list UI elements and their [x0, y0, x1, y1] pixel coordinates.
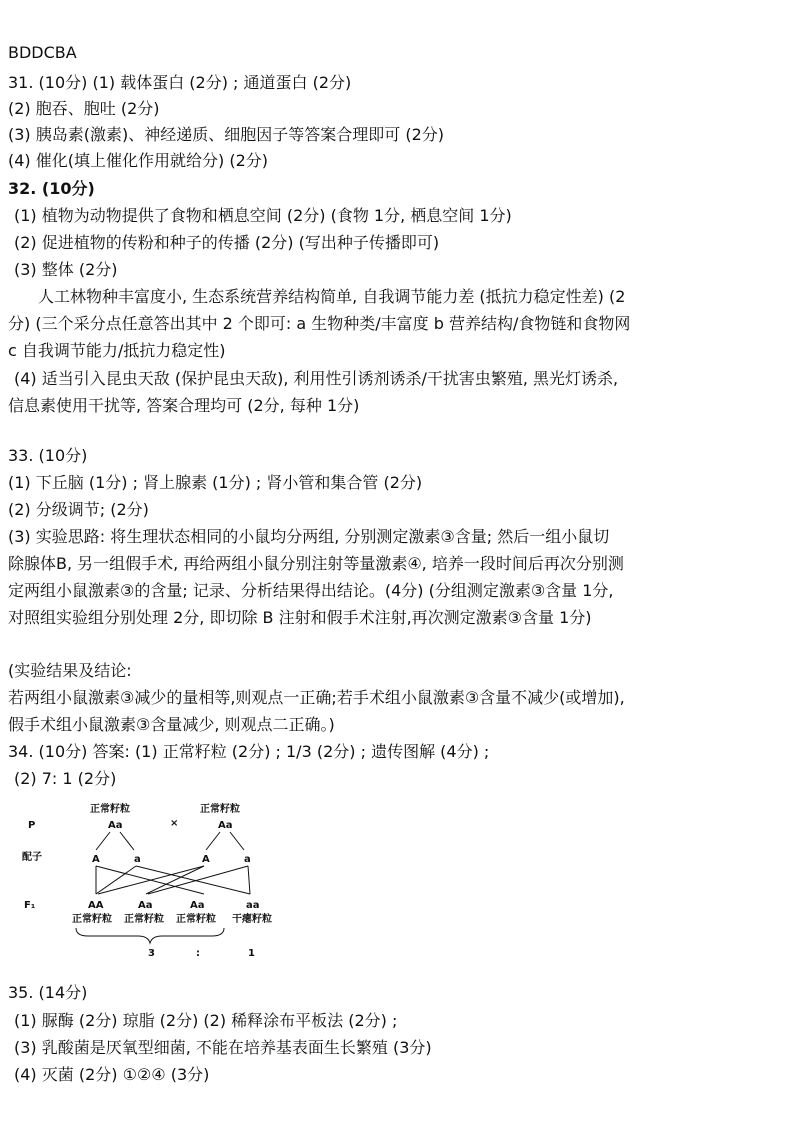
q32-line8: 信息素使用干扰等, 答案合理均可 (2分, 每种 1分): [8, 396, 360, 415]
q35-line1: (1) 脲酶 (2分) 琼脂 (2分) (2) 稀释涂布平板法 (2分) ;: [14, 1011, 398, 1030]
choice-answers: BDDCBA: [8, 43, 77, 62]
q33-line5: 定两组小鼠激素③的含量; 记录、分析结果得出结论。(4分) (分组测定激素③含量 1分,: [8, 581, 614, 600]
diagram-gamete-label: 配子: [22, 852, 42, 863]
f1-pheno-4: 干瘪籽粒: [232, 914, 272, 925]
q35-line2: (3) 乳酸菌是厌氧型细菌, 不能在培养基表面生长繁殖 (3分): [14, 1038, 432, 1057]
gamete-a-2: a: [244, 854, 251, 865]
parent2-geno: Aa: [218, 820, 233, 831]
f1-pheno-2: 正常籽粒: [124, 914, 164, 925]
q34-line1: 34. (10分) 答案: (1) 正常籽粒 (2分) ; 1/3 (2分) ; 遗传图解 (4分) ;: [8, 742, 490, 761]
q34-line2: (2) 7: 1 (2分): [14, 769, 117, 788]
ratio-colon: :: [196, 948, 200, 959]
diagram-f1-label: F₁: [24, 900, 36, 911]
brace-bracket: [76, 928, 224, 943]
q33-line7: (实验结果及结论:: [8, 661, 132, 680]
q31-line4: (4) 催化(填上催化作用就给分) (2分): [8, 151, 268, 170]
cross-symbol: ×: [170, 818, 179, 829]
parent2-pheno: 正常籽粒: [200, 804, 240, 815]
q32-line6: c 自我调节能力/抵抗力稳定性): [8, 341, 226, 360]
q33-line9: 假手术组小鼠激素③含量减少, 则观点二正确。): [8, 715, 335, 734]
q32-header: 32. (10分): [8, 179, 95, 198]
f1-geno-3: Aa: [190, 900, 205, 911]
diagram-p-label: P: [28, 820, 36, 831]
q33-line2: (2) 分级调节; (2分): [8, 500, 149, 519]
f1-geno-2: Aa: [138, 900, 153, 911]
q32-line7: (4) 适当引入昆虫天敌 (保护昆虫天敌), 利用性引诱剂诱杀/干扰害虫繁殖, 黑光灯诱杀,: [14, 369, 619, 388]
q32-line5: 分) (三个采分点任意答出其中 2 个即可: a 生物种类/丰富度 b 营养结构/食物链和食物网: [8, 314, 631, 333]
cross-line: [96, 866, 136, 894]
parent1-pheno: 正常籽粒: [90, 804, 130, 815]
q33-line4: 除腺体B, 另一组假手术, 再给两组小鼠分别注射等量激素④, 培养一段时间后再次分别测: [8, 554, 624, 573]
q33-header: 33. (10分): [8, 446, 88, 465]
q33-line6: 对照组实验组分别处理 2分, 即切除 B 注射和假手术注射,再次测定激素③含量 1分): [8, 608, 592, 627]
q33-line8: 若两组小鼠激素③减少的量相等,则观点一正确;若手术组小鼠激素③含量不减少(或增加),: [8, 688, 625, 707]
q35-header: 35. (14分): [8, 983, 88, 1002]
q35-line3: (4) 灭菌 (2分) ①②④ (3分): [14, 1065, 210, 1084]
q32-line1: (1) 植物为动物提供了食物和栖息空间 (2分) (食物 1分, 栖息空间 1分): [14, 206, 512, 225]
cross-line: [248, 866, 250, 894]
ratio-3: 3: [148, 948, 155, 959]
ratio-1: 1: [248, 948, 255, 959]
f1-pheno-1: 正常籽粒: [72, 914, 112, 925]
q31-line3: (3) 胰岛素(激素)、神经递质、细胞因子等答案合理即可 (2分): [8, 125, 444, 144]
p1-to-A-arrow: [96, 832, 110, 850]
p2-to-a-arrow: [230, 832, 244, 850]
q32-line3: (3) 整体 (2分): [14, 260, 118, 279]
q32-line4: 人工林物种丰富度小, 生态系统营养结构简单, 自我调节能力差 (抵抗力稳定性差) (2: [38, 287, 626, 306]
gamete-A-1: A: [92, 854, 100, 865]
f1-pheno-3: 正常籽粒: [176, 914, 216, 925]
p1-to-a-arrow: [120, 832, 134, 850]
gamete-A-2: A: [202, 854, 210, 865]
gamete-a-1: a: [134, 854, 141, 865]
p2-to-A-arrow: [206, 832, 220, 850]
q32-line2: (2) 促进植物的传粉和种子的传播 (2分) (写出种子传播即可): [14, 233, 440, 252]
q31-header: 31. (10分) (1) 载体蛋白 (2分) ; 通道蛋白 (2分): [8, 73, 352, 92]
f1-geno-1: AA: [88, 900, 104, 911]
genetic-cross-diagram: [18, 798, 298, 968]
q31-line2: (2) 胞吞、胞吐 (2分): [8, 99, 160, 118]
parent1-geno: Aa: [108, 820, 123, 831]
f1-geno-4: aa: [246, 900, 260, 911]
q33-line3: (3) 实验思路: 将生理状态相同的小鼠均分两组, 分别测定激素③含量; 然后一组小鼠切: [8, 527, 610, 546]
q33-line1: (1) 下丘脑 (1分) ; 肾上腺素 (1分) ; 肾小管和集合管 (2分): [8, 473, 423, 492]
